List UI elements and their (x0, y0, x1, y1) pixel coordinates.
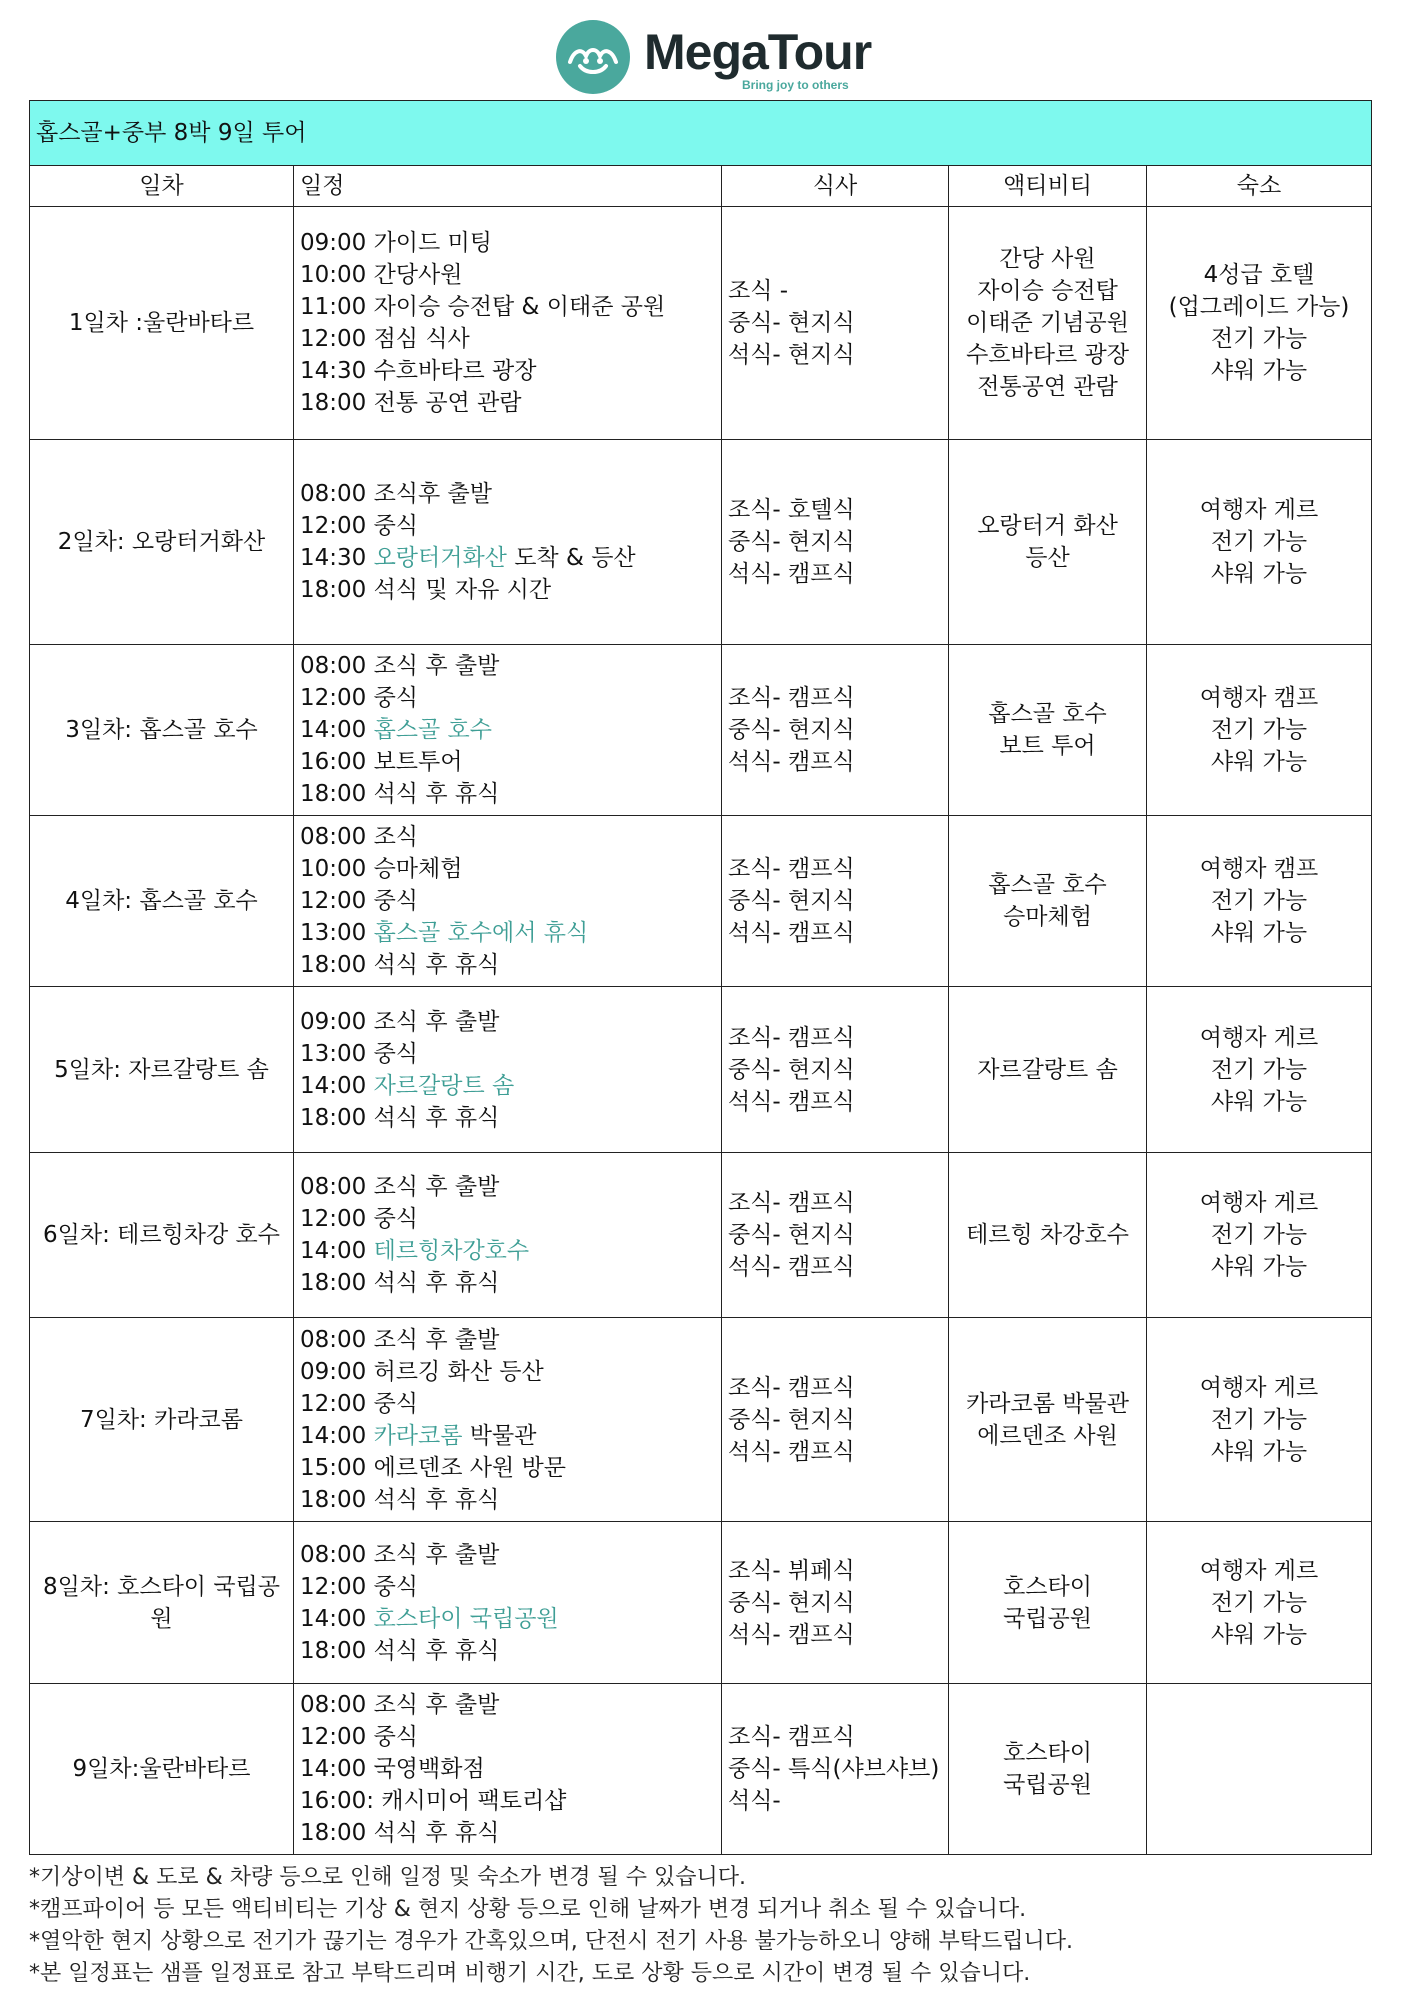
schedule-line: 12:00 중식 (300, 1573, 419, 1600)
table-title-row (30, 101, 1372, 166)
table-row (30, 1153, 1372, 1318)
schedule-cell (294, 987, 722, 1153)
lodging-line: 여행자 캠프 (1199, 856, 1319, 882)
activity-line: 수흐바타르 광장 (966, 342, 1129, 368)
lodging-line: 여행자 게르 (1199, 497, 1319, 523)
lodging-line: 여행자 게르 (1199, 1557, 1319, 1584)
schedule-cell (294, 1522, 722, 1684)
lodging-cell (1147, 816, 1372, 987)
activity-cell (949, 645, 1147, 816)
lodging-line: 전기 가능 (1210, 1589, 1308, 1616)
day-cell: 4일차: 홉스골 호수 (30, 816, 294, 987)
table-row (30, 1522, 1372, 1684)
meal-line: 조식- 호텔식 (728, 497, 855, 523)
day-cell: 7일차: 카라코롬 (30, 1318, 294, 1522)
schedule-line: 14:30 오랑터거화산 도착 & 등산 (300, 545, 636, 571)
meal-line: 석식- 캠프식 (728, 1254, 855, 1280)
lodging-line: 샤워 가능 (1210, 1088, 1308, 1115)
schedule-line: 16:00: 캐시미어 팩토리샵 (300, 1788, 567, 1814)
activity-line: 국립공원 (1003, 1772, 1092, 1798)
lodging-cell (1147, 207, 1372, 440)
meals-cell (722, 440, 949, 645)
schedule-line: 12:00 점심 식사 (300, 326, 470, 352)
meal-line: 석식- 캠프식 (728, 1621, 855, 1648)
schedule-cell (294, 816, 722, 987)
schedule-line: 08:00 조식 (300, 824, 419, 850)
activity-cell (949, 207, 1147, 440)
activity-line: 에르덴조 사원 (977, 1422, 1118, 1449)
activity-cell (949, 816, 1147, 987)
meal-line: 조식 - (728, 278, 789, 304)
lodging-line: 샤워 가능 (1210, 561, 1308, 587)
day-cell: 6일차: 테르힝차강 호수 (30, 1153, 294, 1318)
activity-line: 오랑터거 화산 (977, 513, 1118, 539)
schedule-line: 18:00 석식 후 휴식 (300, 1270, 500, 1296)
activity-cell (949, 1318, 1147, 1522)
lodging-line: 샤워 가능 (1210, 749, 1308, 775)
meal-line: 석식- 현지식 (728, 342, 855, 368)
brand-name: MegaTour (644, 24, 872, 80)
schedule-line: 08:00 조식 후 출발 (300, 1692, 500, 1718)
activity-line: 테르힝 차강호수 (966, 1222, 1129, 1248)
lodging-line: 4성급 호텔 (1203, 262, 1315, 288)
schedule-line: 09:00 가이드 미팅 (300, 230, 492, 256)
activity-line: 카라코롬 박물관 (966, 1390, 1129, 1417)
meals-cell (722, 1318, 949, 1522)
lodging-line: 샤워 가능 (1210, 1621, 1308, 1648)
meals-cell (722, 1522, 949, 1684)
schedule-line: 12:00 중식 (300, 1724, 419, 1750)
meal-line: 석식- 캠프식 (728, 920, 855, 946)
meals-cell (722, 987, 949, 1153)
highlight-place: 호스타이 국립공원 (373, 1605, 559, 1632)
schedule-line: 09:00 조식 후 출발 (300, 1008, 500, 1035)
meal-line: 중식- 현지식 (728, 888, 855, 914)
activity-line: 자르갈랑트 솜 (977, 1056, 1118, 1083)
table-row (30, 645, 1372, 816)
lodging-line: 전기 가능 (1210, 529, 1308, 555)
meal-line: 석식- 캠프식 (728, 1088, 855, 1115)
note-line: *열악한 현지 상황으로 전기가 끊기는 경우가 간혹있으며, 단전시 전기 사용 불가능하오니 양해 부탁드립니다. (29, 1929, 1073, 1954)
meal-line: 석식- 캠프식 (728, 1438, 855, 1465)
meal-line: 조식- 캠프식 (728, 1724, 855, 1750)
activity-line: 승마체험 (1003, 904, 1092, 930)
meal-line: 조식- 캠프식 (728, 1190, 855, 1216)
activity-line: 간당 사원 (999, 246, 1096, 272)
lodging-line: 전기 가능 (1210, 717, 1308, 743)
lodging-cell (1147, 1318, 1372, 1522)
meal-line: 조식- 캠프식 (728, 685, 855, 711)
schedule-line: 13:00 중식 (300, 1040, 419, 1067)
schedule-line: 08:00 조식후 출발 (300, 481, 492, 507)
table-row (30, 816, 1372, 987)
activity-cell (949, 1522, 1147, 1684)
schedule-line: 09:00 허르깅 화산 등산 (300, 1358, 544, 1385)
meals-cell (722, 207, 949, 440)
meals-cell (722, 1684, 949, 1855)
table-row (30, 987, 1372, 1153)
schedule-cell (294, 440, 722, 645)
note-line: *본 일정표는 샘플 일정표로 참고 부탁드리며 비행기 시간, 도로 상황 등으로 시간이 변경 될 수 있습니다. (29, 1961, 1031, 1986)
schedule-line: 12:00 중식 (300, 513, 419, 539)
activity-line: 홉스골 호수 (988, 872, 1107, 898)
activity-line: 이태준 기념공원 (966, 310, 1129, 336)
highlight-place: 오랑터거화산 (373, 545, 507, 571)
meals-cell (722, 816, 949, 987)
activity-line: 호스타이 (1003, 1573, 1092, 1600)
day-cell: 5일차: 자르갈랑트 솜 (30, 987, 294, 1153)
lodging-line: 여행자 게르 (1199, 1024, 1319, 1051)
schedule-line: 14:00 테르힝차강호수 (300, 1238, 530, 1264)
schedule-line: 13:00 홉스골 호수에서 휴식 (300, 920, 589, 946)
schedule-line: 12:00 중식 (300, 888, 419, 914)
meal-line: 중식- 현지식 (728, 1222, 855, 1248)
schedule-line: 14:30 수흐바타르 광장 (300, 358, 537, 384)
meal-line: 중식- 현지식 (728, 717, 855, 743)
schedule-line: 18:00 석식 후 휴식 (300, 1486, 500, 1513)
meal-line: 석식- 캠프식 (728, 749, 855, 775)
schedule-line: 15:00 에르덴조 사원 방문 (300, 1454, 566, 1481)
meals-cell (722, 645, 949, 816)
highlight-place: 카라코롬 (373, 1422, 463, 1449)
schedule-line: 12:00 중식 (300, 1206, 419, 1232)
activity-line: 보트 투어 (999, 733, 1096, 759)
header-day: 일차 (30, 166, 294, 207)
header-activity: 액티비티 (949, 166, 1147, 207)
lodging-line: 샤워 가능 (1210, 358, 1308, 384)
schedule-cell (294, 1318, 722, 1522)
lodging-line: 여행자 게르 (1199, 1374, 1319, 1401)
highlight-place: 자르갈랑트 솜 (373, 1072, 515, 1099)
lodging-cell (1147, 645, 1372, 816)
activity-line: 자이승 승전탑 (977, 278, 1118, 304)
schedule-line: 18:00 석식 후 휴식 (300, 781, 500, 807)
schedule-line: 12:00 중식 (300, 685, 419, 711)
meal-line: 조식- 캠프식 (728, 856, 855, 882)
highlight-place: 홉스골 호수 (373, 717, 492, 743)
lodging-line: 여행자 캠프 (1199, 685, 1319, 711)
note-line: *기상이변 & 도로 & 차량 등으로 인해 일정 및 숙소가 변경 될 수 있습니다. (29, 1865, 747, 1890)
schedule-line: 10:00 승마체험 (300, 856, 463, 882)
day-cell: 9일차:울란바타르 (30, 1684, 294, 1855)
meal-line: 조식- 뷔페식 (728, 1557, 855, 1584)
schedule-line: 18:00 석식 후 휴식 (300, 952, 500, 978)
meal-line: 조식- 캠프식 (728, 1374, 855, 1401)
table-row (30, 1318, 1372, 1522)
activity-cell (949, 1684, 1147, 1855)
table-row (30, 207, 1372, 440)
schedule-line: 18:00 석식 및 자유 시간 (300, 577, 552, 603)
highlight-place: 홉스골 호수에서 휴식 (373, 920, 589, 946)
schedule-line: 08:00 조식 후 출발 (300, 1326, 500, 1353)
lodging-cell (1147, 987, 1372, 1153)
schedule-line: 10:00 간당사원 (300, 262, 463, 288)
activity-line: 등산 (1025, 545, 1070, 571)
tour-title: 홉스골+중부 8박 9일 투어 (30, 101, 1372, 166)
lodging-line: (업그레이드 가능) (1168, 294, 1350, 320)
lodging-line: 여행자 게르 (1199, 1190, 1319, 1216)
lodging-line: 샤워 가능 (1210, 920, 1308, 946)
schedule-line: 14:00 홉스골 호수 (300, 717, 492, 743)
schedule-line: 08:00 조식 후 출발 (300, 1174, 500, 1200)
meal-line: 석식- (728, 1788, 781, 1814)
lodging-cell (1147, 1153, 1372, 1318)
activity-cell (949, 987, 1147, 1153)
lodging-line: 전기 가능 (1210, 326, 1308, 352)
header-schedule: 일정 (294, 166, 722, 207)
meals-cell (722, 1153, 949, 1318)
meal-line: 중식- 특식(샤브샤브) (728, 1756, 940, 1782)
meal-line: 중식- 현지식 (728, 1589, 855, 1616)
table-row (30, 1684, 1372, 1855)
day-cell: 8일차: 호스타이 국립공원 (30, 1522, 294, 1684)
lodging-cell (1147, 1684, 1372, 1855)
header-meals: 식사 (722, 166, 949, 207)
table-header-row (30, 166, 1372, 207)
activity-line: 홉스골 호수 (988, 701, 1107, 727)
schedule-line: 14:00 호스타이 국립공원 (300, 1605, 559, 1632)
lodging-line: 샤워 가능 (1210, 1254, 1308, 1280)
schedule-cell (294, 1153, 722, 1318)
lodging-line: 전기 가능 (1210, 1406, 1308, 1433)
brand-logo (556, 18, 886, 96)
day-cell: 2일차: 오랑터거화산 (30, 440, 294, 645)
meal-line: 중식- 현지식 (728, 310, 855, 336)
schedule-line: 18:00 석식 후 휴식 (300, 1104, 500, 1131)
itinerary-table (29, 100, 1372, 1855)
highlight-place: 테르힝차강호수 (373, 1238, 530, 1264)
activity-line: 국립공원 (1003, 1605, 1092, 1632)
lodging-line: 전기 가능 (1210, 888, 1308, 914)
schedule-line: 14:00 국영백화점 (300, 1756, 485, 1782)
schedule-line: 11:00 자이승 승전탑 & 이태준 공원 (300, 294, 666, 320)
meal-line: 석식- 캠프식 (728, 561, 855, 587)
brand-tagline: Bring joy to others (742, 78, 849, 92)
notes-section (29, 1862, 1389, 1990)
lodging-line: 샤워 가능 (1210, 1438, 1308, 1465)
activity-cell (949, 1153, 1147, 1318)
meal-line: 조식- 캠프식 (728, 1024, 855, 1051)
schedule-line: 12:00 중식 (300, 1390, 419, 1417)
schedule-line: 08:00 조식 후 출발 (300, 653, 500, 679)
schedule-line: 18:00 전통 공연 관람 (300, 390, 522, 416)
meal-line: 중식- 현지식 (728, 529, 855, 555)
note-line: *캠프파이어 등 모든 액티비티는 기상 & 현지 상황 등으로 인해 날짜가 변경 되거나 취소 될 수 있습니다. (29, 1897, 1027, 1922)
schedule-line: 08:00 조식 후 출발 (300, 1541, 500, 1568)
lodging-line: 전기 가능 (1210, 1056, 1308, 1083)
mountain-smile-icon (556, 20, 630, 94)
meal-line: 중식- 현지식 (728, 1056, 855, 1083)
activity-line: 호스타이 (1003, 1740, 1092, 1766)
day-cell: 1일차 :울란바타르 (30, 207, 294, 440)
schedule-line: 18:00 석식 후 휴식 (300, 1820, 500, 1846)
activity-line: 전통공연 관람 (977, 374, 1118, 400)
lodging-line: 전기 가능 (1210, 1222, 1308, 1248)
schedule-cell (294, 645, 722, 816)
schedule-cell (294, 1684, 722, 1855)
table-row (30, 440, 1372, 645)
schedule-cell (294, 207, 722, 440)
lodging-cell (1147, 440, 1372, 645)
header-lodging: 숙소 (1147, 166, 1372, 207)
lodging-cell (1147, 1522, 1372, 1684)
meal-line: 중식- 현지식 (728, 1406, 855, 1433)
day-cell: 3일차: 홉스골 호수 (30, 645, 294, 816)
schedule-line: 18:00 석식 후 휴식 (300, 1637, 500, 1664)
schedule-line: 16:00 보트투어 (300, 749, 463, 775)
schedule-line: 14:00 자르갈랑트 솜 (300, 1072, 515, 1099)
schedule-line: 14:00 카라코롬 박물관 (300, 1422, 537, 1449)
activity-cell (949, 440, 1147, 645)
